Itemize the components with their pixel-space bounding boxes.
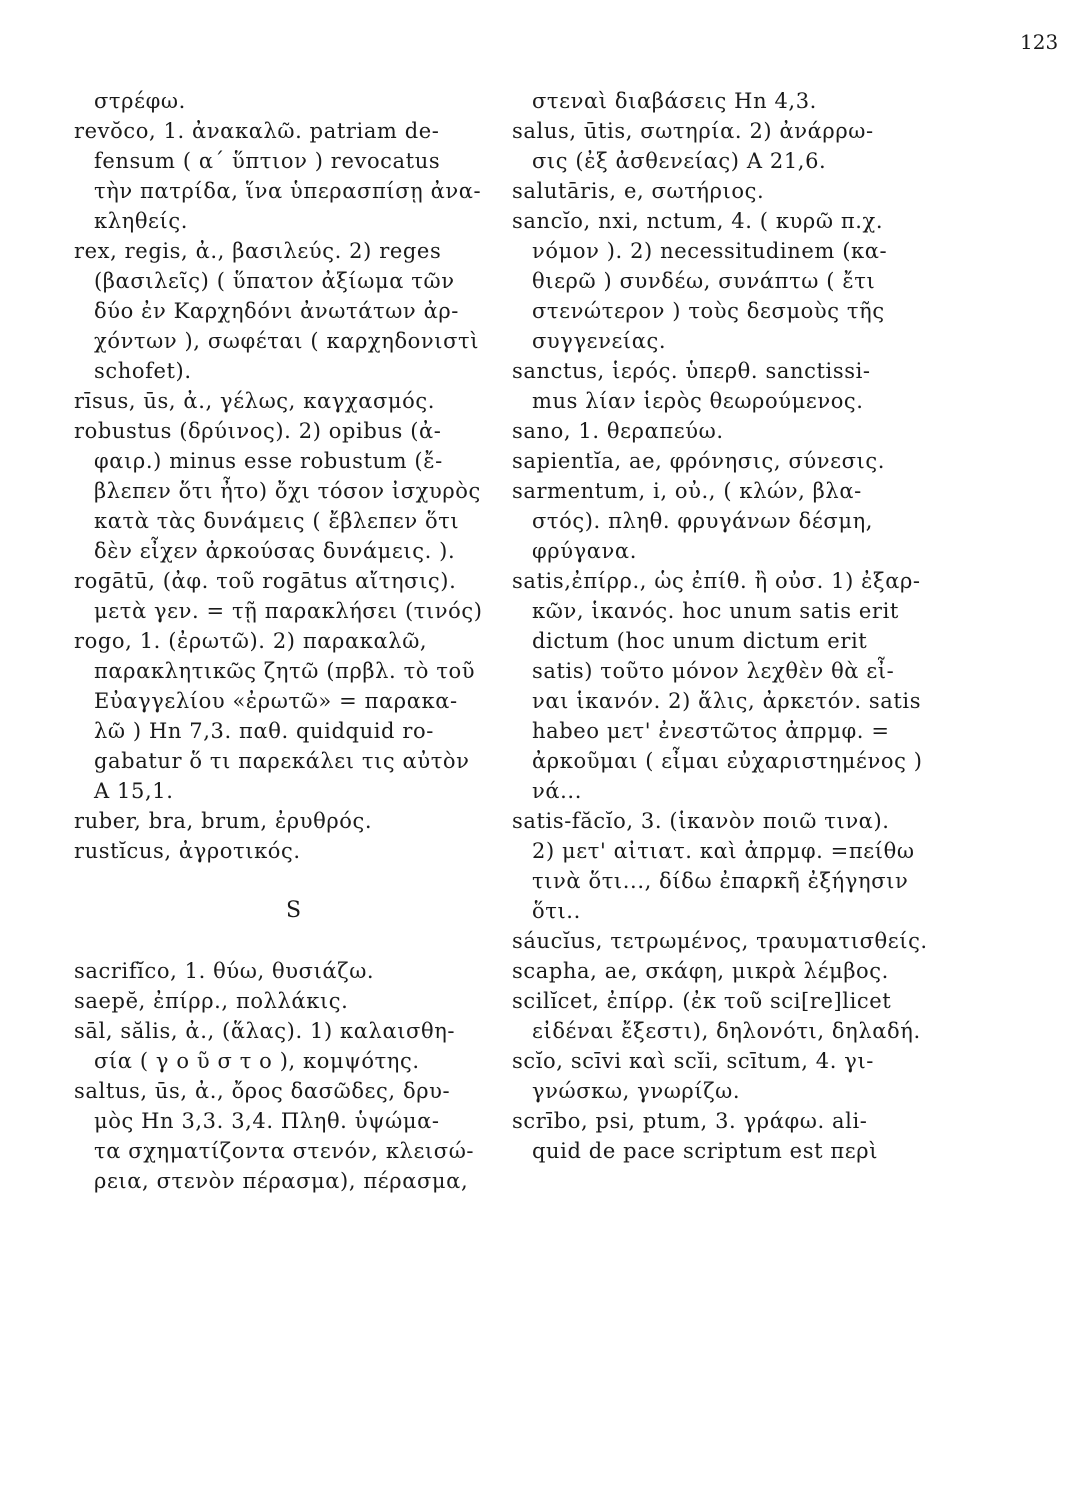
dictionary-line: ὅτι.. [532, 899, 581, 923]
dictionary-line: sarmentum, i, οὐ., ( κλών, βλα- [512, 479, 862, 503]
dictionary-line: Εὐαγγελίου «ἐρωτῶ» = παρακα- [94, 689, 458, 713]
dictionary-line: rogātū, (ἀφ. τοῦ rogātus αἴτησις). [74, 569, 457, 593]
dictionary-line: εἰδέναι ἔξεστι), δηλονότι, δηλαδή. [532, 1019, 921, 1043]
page-number: 123 [1020, 30, 1059, 54]
dictionary-line: κληθείς. [94, 209, 189, 233]
dictionary-line: θιερῶ ) συνδέω, συνάπτω ( ἔτι [532, 269, 876, 293]
dictionary-line: μὸς Hn 3,3. 3,4. Πληθ. ὑψώμα- [94, 1109, 440, 1133]
left-column [74, 86, 514, 1196]
dictionary-line: fensum ( α΄ ὕπτιον ) revocatus [94, 149, 441, 173]
dictionary-line: satis-făcĭo, 3. (ἱκανὸν ποιῶ τινα). [512, 809, 890, 833]
dictionary-line: saepĕ, ἐπίρρ., πολλάκις. [74, 989, 349, 1013]
dictionary-line: 2) μετ' αἰτιατ. καὶ ἀπρμφ. =πείθω [532, 839, 915, 863]
dictionary-line: habeo μετ' ἐνεστῶτος ἀπρμφ. = [532, 719, 890, 743]
dictionary-line: ruber, bra, brum, ἐρυθρός. [74, 809, 373, 833]
dictionary-line: sancĭo, nxi, nctum, 4. ( κυρῶ π.χ. [512, 209, 884, 233]
dictionary-line: rīsus, ūs, ἀ., γέλως, καγχασμός. [74, 389, 436, 413]
dictionary-line: τὴν πατρίδα, ἵνα ὑπερασπίσῃ ἀνα- [94, 179, 482, 203]
dictionary-line: δύο ἐν Καρχηδόνι ἀνωτάτων ἀρ- [94, 299, 459, 323]
dictionary-line: satis,ἐπίρρ., ὡς ἐπίθ. ἢ οὐσ. 1) ἐξαρ- [512, 569, 921, 593]
dictionary-line: scĭo, scīvi καὶ scĭi, scītum, 4. γι- [512, 1049, 874, 1073]
dictionary-line: salutāris, e, σωτήριος. [512, 179, 765, 203]
dictionary-line: robustus (δρύινος). 2) opibus (ἀ- [74, 419, 442, 443]
dictionary-line: sanctus, ἱερός. ὑπερθ. sanctissi- [512, 359, 871, 383]
dictionary-line: παρακλητικῶς ζητῶ (πρβλ. τὸ τοῦ [94, 659, 476, 683]
dictionary-line: δὲν εἶχεν ἀρκούσας δυνάμεις. ). [94, 539, 456, 563]
dictionary-line: sano, 1. θεραπεύω. [512, 419, 724, 443]
dictionary-line: saltus, ūs, ἀ., ὄρος δασῶδες, δρυ- [74, 1079, 451, 1103]
dictionary-line: quid de pace scriptum est περὶ [532, 1139, 879, 1163]
dictionary-line: A 15,1. [94, 779, 174, 803]
dictionary-line: satis) τοῦτο μόνον λεχθὲν θὰ εἶ- [532, 659, 895, 683]
dictionary-line: (βασιλεῖς) ( ὕπατον ἀξίωμα τῶν [94, 269, 455, 293]
dictionary-line: σία ( γ ο ῦ σ τ ο ), κομψότης. [94, 1049, 420, 1073]
dictionary-line: στός). πληθ. φρυγάνων δέσμη, [532, 509, 874, 533]
right-column [512, 86, 982, 1166]
dictionary-line: mus λίαν ἱερὸς θεωρούμενος. [532, 389, 864, 413]
dictionary-line: κατὰ τὰς δυνάμεις ( ἔβλεπεν ὅτι [94, 509, 460, 533]
dictionary-line: revŏco, 1. ἀνακαλῶ. patriam de- [74, 119, 440, 143]
dictionary-line: τα σχηματίζοντα στενόν, κλεισώ- [94, 1139, 475, 1163]
dictionary-line: τινὰ ὅτι..., δίδω ἐπαρκῆ ἐξήγησιν [532, 869, 909, 893]
dictionary-line: rustĭcus, ἀγροτικός. [74, 839, 301, 863]
dictionary-line: sāl, sălis, ἀ., (ἅλας). 1) καλαισθη- [74, 1019, 456, 1043]
dictionary-line: κῶν, ἱκανός. hoc unum satis erit [532, 599, 899, 623]
dictionary-line: νόμον ). 2) necessitudinem (κα- [532, 239, 888, 263]
dictionary-line: ρεια, στενὸν πέρασμα), πέρασμα, [94, 1169, 469, 1193]
dictionary-line: sacrifĭco, 1. θύω, θυσιάζω. [74, 959, 375, 983]
dictionary-line: γνώσκω, γνωρίζω. [532, 1079, 741, 1103]
dictionary-line: dictum (hoc unum dictum erit [532, 629, 868, 653]
dictionary-line: μετὰ γεν. = τῇ παρακλήσει (τινός) [94, 599, 483, 623]
dictionary-line: στεναὶ διαβάσεις Hn 4,3. [532, 89, 817, 113]
dictionary-line: sáucĭus, τετρωμένος, τραυματισθείς. [512, 929, 928, 953]
dictionary-line: gabatur ὅ τι παρεκάλει τις αὐτὸν [94, 749, 470, 773]
dictionary-line: scrībo, psi, ptum, 3. γράφω. ali- [512, 1109, 868, 1133]
dictionary-line: salus, ūtis, σωτηρία. 2) ἀνάρρω- [512, 119, 874, 143]
dictionary-line: sapientĭa, ae, φρόνησις, σύνεσις. [512, 449, 886, 473]
section-heading: S [285, 898, 303, 923]
dictionary-line: scilĭcet, ἐπίρρ. (ἐκ τοῦ sci[re]licet [512, 989, 892, 1013]
dictionary-line: χόντων ), σωφέται ( καρχηδονιστὶ [94, 329, 480, 353]
dictionary-line: λῶ ) Hn 7,3. παθ. quidquid ro- [94, 719, 434, 743]
dictionary-line: ἀρκοῦμαι ( εἶμαι εὐχαριστημένος ) [532, 749, 923, 773]
dictionary-line: φαιρ.) minus esse robustum (ἔ- [94, 449, 443, 473]
dictionary-line: συγγενείας. [532, 329, 667, 353]
dictionary-line: σις (ἐξ ἀσθενείας) A 21,6. [532, 149, 827, 173]
dictionary-line: ναι ἱκανόν. 2) ἅλις, ἀρκετόν. satis [532, 689, 922, 713]
dictionary-line: στενώτερον ) τοὺς δεσμοὺς τῆς [532, 299, 885, 323]
dictionary-line: στρέφω. [94, 89, 186, 113]
dictionary-line: rogo, 1. (ἐρωτῶ). 2) παρακαλῶ, [74, 629, 428, 653]
dictionary-line: νά... [532, 779, 582, 803]
dictionary-line: φρύγανα. [532, 539, 637, 563]
dictionary-line: schofet). [94, 359, 192, 383]
dictionary-line: βλεπεν ὅτι ἦτο) ὄχι τόσον ἰσχυρὸς [94, 479, 481, 503]
dictionary-line: rex, regis, ἀ., βασιλεύς. 2) reges [74, 239, 442, 263]
dictionary-line: scapha, ae, σκάφη, μικρὰ λέμβος. [512, 959, 889, 983]
